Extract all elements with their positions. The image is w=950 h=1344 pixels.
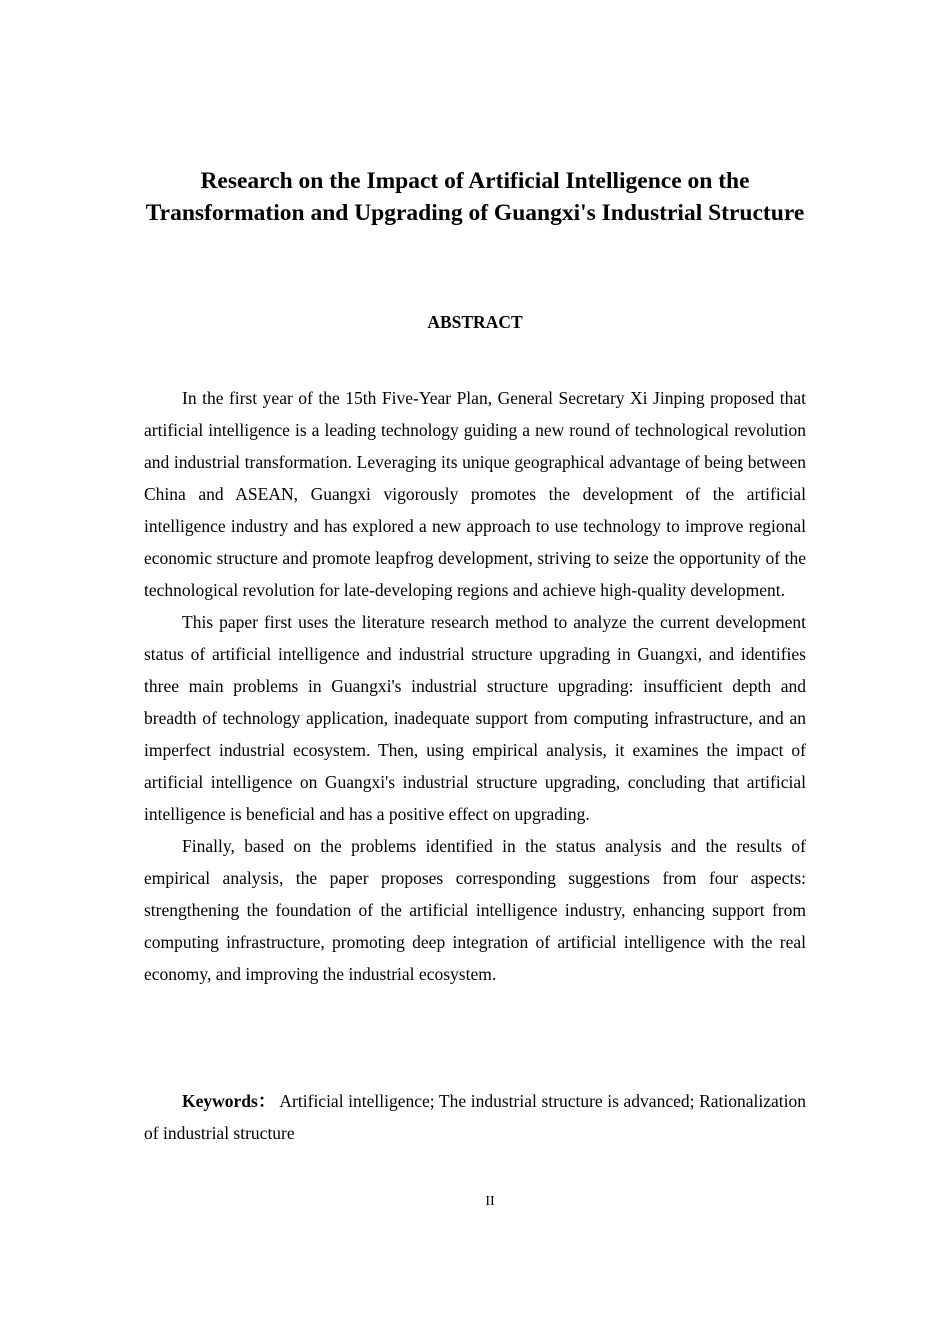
abstract-paragraph-1: In the first year of the 15th Five-Year Plan, General Secretary Xi Jinping proposed that artificial intelligence is a leading technology guiding a new round of technological revolution and industrial transformation. Leveraging its unique geographical advantage of being between China and ASEAN, Guangxi vigorously promotes the development of the artificial intelligence industry and has explored a new approach to use technology to improve regional economic structure and promote leapfrog development, striving to seize the opportunity of the technological revolution for late-developing regions and achieve high-quality development. — [144, 388, 806, 600]
page-number: II — [485, 1194, 495, 1209]
abstract-paragraph-2: This paper first uses the literature research method to analyze the current development status of artificial intelligence and industrial structure upgrading in Guangxi, and identifies three main problems in Guangxi's industrial structure upgrading: insufficient depth and breadth of technology application, inadequate support from computing infrastructure, and an imperfect industrial ecosystem. Then, using empirical analysis, it examines the impact of artificial intelligence on Guangxi's industrial structure upgrading, concluding that artificial intelligence is beneficial and has a positive effect on upgrading. — [144, 612, 806, 824]
abstract-body — [144, 382, 806, 990]
paper-title: Research on the Impact of Artificial Intelligence on the Transformation and Upgrading of Guangxi's Industrial Structure — [145, 168, 805, 226]
keywords-label: Keywords： — [182, 1091, 276, 1111]
keywords-text: Artificial intelligence; The industrial structure is advanced; Rationalization of industrial structure — [144, 1091, 806, 1143]
keywords-line — [144, 1085, 806, 1149]
abstract-paragraph-3: Finally, based on the problems identified in the status analysis and the results of empirical analysis, the paper proposes corresponding suggestions from four aspects: strengthening the foundation of the artificial intelligence industry, enhancing support from computing infrastructure, promoting deep integration of artificial intelligence with the real economy, and improving the industrial ecosystem. — [144, 836, 806, 984]
abstract-heading: ABSTRACT — [427, 312, 523, 332]
